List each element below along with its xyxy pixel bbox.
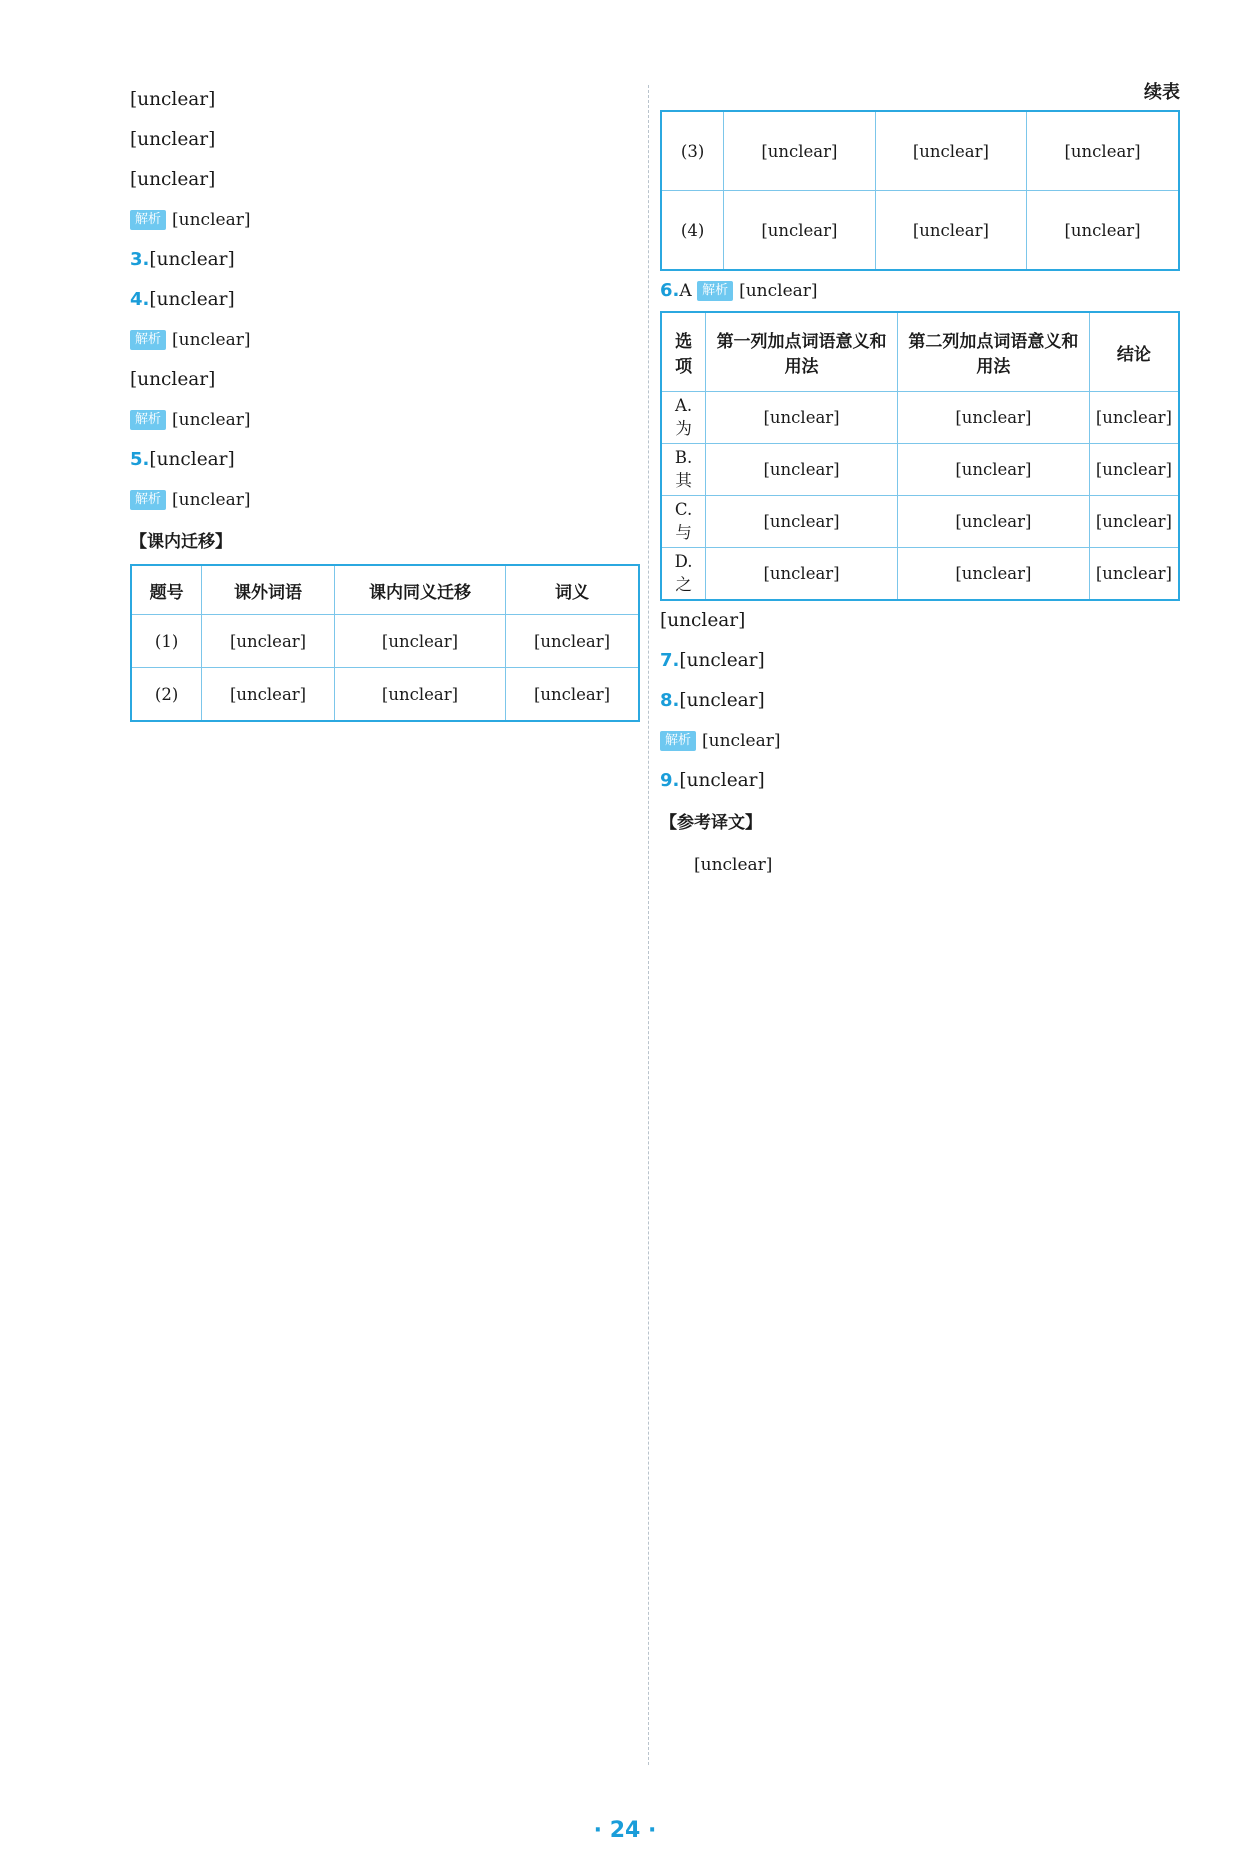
- table-header-cell: 课内同义迁移: [334, 565, 505, 615]
- answer-6: [660, 271, 1180, 311]
- table-cell: [unclear]: [1027, 191, 1179, 271]
- question-number: 9.: [660, 770, 680, 791]
- table-row: [131, 615, 639, 668]
- table-cell: B.其: [661, 444, 706, 496]
- analysis-text: [unclear]: [172, 410, 251, 430]
- answer-4-1: [130, 280, 640, 320]
- answer-text: [unclear]: [679, 650, 765, 671]
- answer-9: [660, 761, 1180, 801]
- table-header-cell: 第一列加点词语意义和用法: [706, 312, 898, 392]
- transfer-table: [130, 564, 640, 722]
- left-column: [130, 80, 640, 722]
- answer-4-2: [unclear]: [130, 369, 216, 390]
- analysis-tag: 解析: [130, 330, 166, 350]
- table-cell: [unclear]: [706, 392, 898, 444]
- table-row: [661, 548, 1179, 601]
- analysis-paragraph: [130, 320, 640, 360]
- text-line: [unclear]: [130, 169, 216, 190]
- table-header-row: [661, 312, 1179, 392]
- analysis-paragraph: [130, 480, 640, 520]
- table-cell: [unclear]: [897, 444, 1089, 496]
- question-number: 7.: [660, 650, 680, 671]
- translation-paragraph: [unclear]: [694, 855, 773, 875]
- table-header-row: [131, 565, 639, 615]
- answer-text: [unclear]: [149, 449, 235, 470]
- table-header-cell: 题号: [131, 565, 202, 615]
- table-cell: [unclear]: [334, 668, 505, 722]
- table-cell: [unclear]: [724, 191, 875, 271]
- text-line: [unclear]: [130, 89, 216, 110]
- table-cell: [unclear]: [875, 191, 1026, 271]
- analysis-text: [unclear]: [172, 330, 251, 350]
- table-cell: [unclear]: [334, 615, 505, 668]
- table-cell: D.之: [661, 548, 706, 601]
- answer-5: [130, 440, 640, 480]
- table-cell: [unclear]: [897, 496, 1089, 548]
- text-line: [unclear]: [130, 129, 216, 150]
- analysis-text: [unclear]: [702, 731, 781, 751]
- table-row: [661, 444, 1179, 496]
- table-cell: [unclear]: [1027, 111, 1179, 191]
- analysis-text: [unclear]: [172, 490, 251, 510]
- table-header-cell: 结论: [1089, 312, 1179, 392]
- question-number: 3.: [130, 249, 150, 270]
- table-cell: (2): [131, 668, 202, 722]
- table-cell: A.为: [661, 392, 706, 444]
- table-cell: [unclear]: [202, 668, 335, 722]
- answer-text: A: [679, 281, 692, 301]
- analysis-paragraph: [130, 200, 640, 240]
- analysis-tag: 解析: [697, 281, 733, 301]
- analysis-paragraph: [660, 721, 1180, 761]
- table-cell: [unclear]: [706, 548, 898, 601]
- analysis-tag: 解析: [130, 410, 166, 430]
- answer-3: [130, 240, 640, 280]
- table-row: [661, 392, 1179, 444]
- table-row: [661, 496, 1179, 548]
- analysis-paragraph: [130, 400, 640, 440]
- column-divider: [648, 85, 649, 1765]
- table-cell: (1): [131, 615, 202, 668]
- table-row: [661, 191, 1179, 271]
- table-cell: [unclear]: [897, 548, 1089, 601]
- table-header-cell: 第二列加点词语意义和用法: [897, 312, 1089, 392]
- answer-7: [660, 641, 1180, 681]
- table-cell: (3): [661, 111, 724, 191]
- table-cell: [unclear]: [202, 615, 335, 668]
- table-cell: [unclear]: [1089, 496, 1179, 548]
- continued-table: [660, 110, 1180, 271]
- analysis-tag: 解析: [130, 490, 166, 510]
- table-cell: [unclear]: [875, 111, 1026, 191]
- question-number: 6.: [660, 280, 680, 301]
- section-heading: 【课内迁移】: [130, 532, 232, 552]
- table-cell: [unclear]: [1089, 548, 1179, 601]
- analysis-text: [unclear]: [172, 210, 251, 230]
- table-cell: [unclear]: [724, 111, 875, 191]
- table-cell: [unclear]: [1089, 444, 1179, 496]
- table-header-cell: 词义: [506, 565, 639, 615]
- table-cell: [unclear]: [506, 615, 639, 668]
- table-cell: [unclear]: [706, 444, 898, 496]
- table-header-cell: 选项: [661, 312, 706, 392]
- right-column: [660, 80, 1180, 885]
- table-cell: [unclear]: [1089, 392, 1179, 444]
- table-header-cell: 课外词语: [202, 565, 335, 615]
- question-number: 5.: [130, 449, 150, 470]
- question-number: 8.: [660, 690, 680, 711]
- table-row: [131, 668, 639, 722]
- question-number: 4.: [130, 289, 150, 310]
- table-cell: [unclear]: [897, 392, 1089, 444]
- answer-8: [660, 681, 1180, 721]
- table-cell: (4): [661, 191, 724, 271]
- page-number: · 24 ·: [593, 1818, 657, 1843]
- answer-text: [unclear]: [679, 770, 765, 791]
- table-cell: [unclear]: [506, 668, 639, 722]
- conclusion-text: [unclear]: [660, 610, 746, 631]
- answer-text: [unclear]: [149, 289, 235, 310]
- option-table: [660, 311, 1180, 601]
- answer-text: [unclear]: [679, 690, 765, 711]
- section-heading: 【参考译文】: [660, 813, 762, 833]
- analysis-text: [unclear]: [739, 281, 818, 301]
- analysis-tag: 解析: [660, 731, 696, 751]
- answer-text: [unclear]: [149, 249, 235, 270]
- analysis-tag: 解析: [130, 210, 166, 230]
- table-row: [661, 111, 1179, 191]
- continued-label: 续表: [1144, 82, 1180, 103]
- table-cell: C.与: [661, 496, 706, 548]
- table-cell: [unclear]: [706, 496, 898, 548]
